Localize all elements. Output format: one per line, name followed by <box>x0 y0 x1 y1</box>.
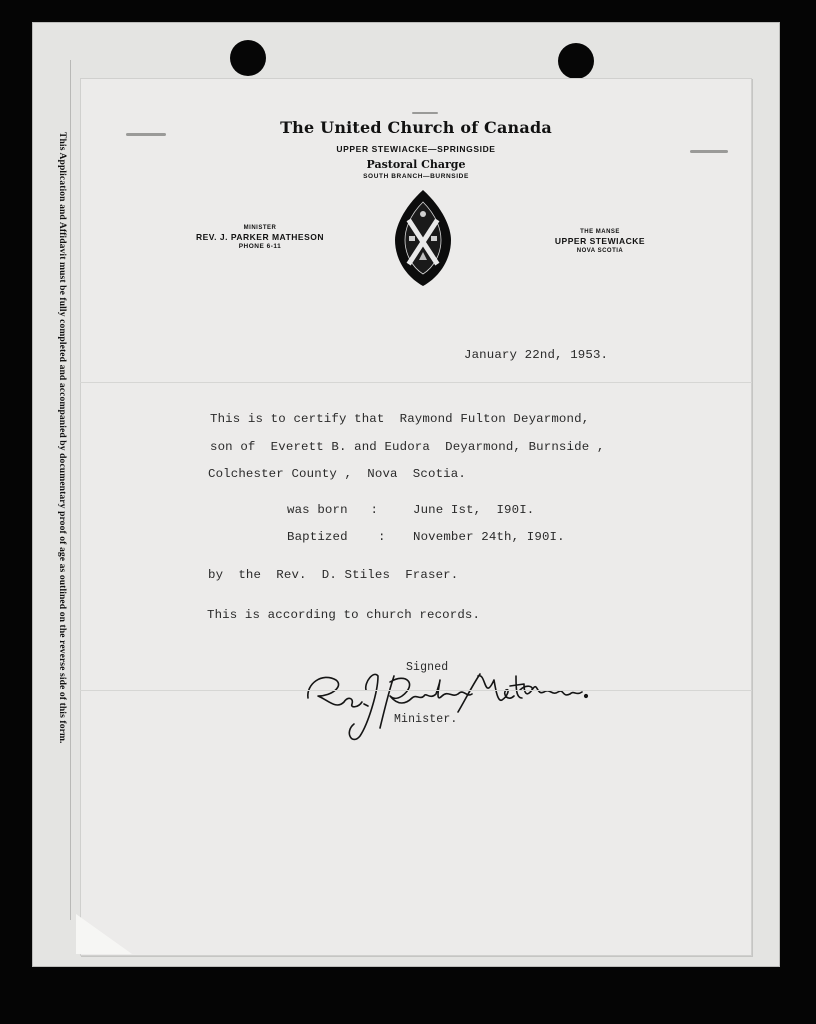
minister-phone: PHONE 6-11 <box>238 243 282 250</box>
signed-label: Signed <box>406 661 449 674</box>
side-instruction-text: This Application and Affidavit must be fully completed and accompanied by documentary proof of age as outlined on the reverse side of this form. <box>57 132 68 744</box>
handwritten-signature <box>302 662 602 752</box>
punch-hole-right <box>558 43 594 79</box>
letterhead-line3: SOUTH BRANCH—BURNSIDE <box>363 173 469 180</box>
form-margin-line <box>70 60 71 920</box>
minister-block <box>185 224 335 251</box>
manse-block <box>525 228 675 255</box>
staple-mark-top <box>412 112 438 114</box>
officiant-line: by the Rev. D. Stiles Fraser. <box>208 568 459 582</box>
born-value: June Ist, I90I. <box>413 503 535 517</box>
records-line: This is according to church records. <box>207 608 481 622</box>
church-crest-icon <box>393 188 453 288</box>
punch-hole-left <box>230 40 266 76</box>
manse-province: NOVA SCOTIA <box>576 248 624 254</box>
letterhead-line1: UPPER STEWIACKE—SPRINGSIDE <box>336 144 496 154</box>
minister-role: Minister. <box>394 713 458 726</box>
born-label: was born : <box>287 503 379 517</box>
certify-line-1: This is to certify that Raymond Fulton Deyarmond, <box>210 412 590 426</box>
certify-line-2: son of Everett B. and Eudora Deyarmond, Burnside , <box>210 440 605 454</box>
baptized-label: Baptized : <box>287 530 386 544</box>
manse-caption: THE MANSE <box>580 229 620 235</box>
fold-line-lower <box>80 690 752 691</box>
minister-name: REV. J. PARKER MATHESON <box>195 232 324 242</box>
letterhead-title: The United Church of Canada <box>280 118 552 137</box>
folded-corner <box>76 914 132 954</box>
letter-sheet <box>80 78 752 956</box>
minister-caption: MINISTER <box>243 225 277 231</box>
staple-mark-left <box>126 133 166 136</box>
letter-date: January 22nd, 1953. <box>464 348 609 362</box>
manse-place: UPPER STEWIACKE <box>554 236 646 246</box>
baptized-value: November 24th, I90I. <box>413 530 565 544</box>
certify-line-3: Colchester County , Nova Scotia. <box>208 467 466 481</box>
staple-mark-right <box>690 150 728 153</box>
fold-line-upper <box>80 382 752 383</box>
letterhead-pastoral-charge: Pastoral Charge <box>366 158 466 171</box>
